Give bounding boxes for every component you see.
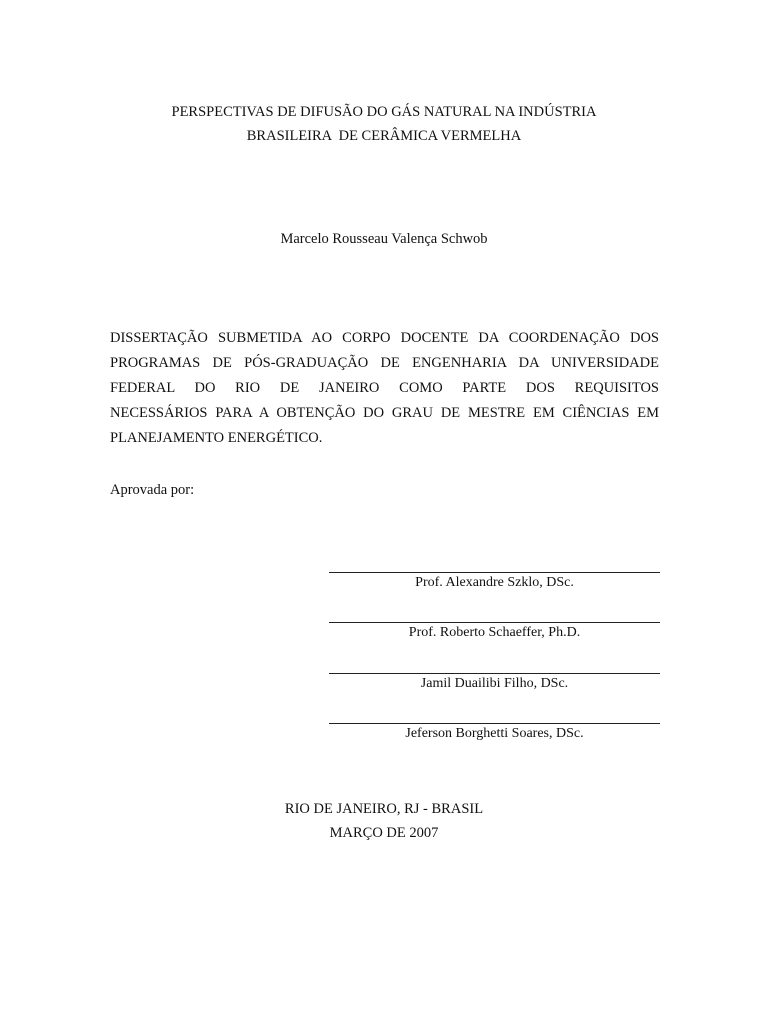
thesis-title-line-2: BRASILEIRA DE CERÂMICA VERMELHA — [246, 128, 522, 144]
committee-member-name: Jamil Duailibi Filho, DSc. — [420, 676, 569, 691]
statement-line-5: PLANEJAMENTO ENERGÉTICO. — [110, 430, 323, 446]
committee-member-name: Jeferson Borghetti Soares, DSc. — [405, 726, 584, 741]
statement-line-1: DISSERTAÇÃO SUBMETIDA AO CORPO DOCENTE DA COORDENAÇÃO DOS — [110, 330, 659, 346]
statement-line-4: NECESSÁRIOS PARA A OBTENÇÃO DO GRAU DE MESTRE EM CIÊNCIAS EM — [110, 405, 659, 421]
thesis-title-line-1: PERSPECTIVAS DE DIFUSÃO DO GÁS NATURAL NA INDÚSTRIA — [171, 104, 597, 120]
signature-block — [329, 723, 660, 744]
date-line: MARÇO DE 2007 — [329, 825, 439, 841]
approved-by-label: Aprovada por: — [110, 482, 195, 498]
committee-member-name: Prof. Roberto Schaeffer, Ph.D. — [408, 625, 581, 640]
committee-member-name: Prof. Alexandre Szklo, DSc. — [415, 575, 574, 590]
signature-block — [329, 673, 660, 694]
statement-line-3: FEDERAL DO RIO DE JANEIRO COMO PARTE DOS REQUISITOS — [110, 380, 659, 396]
statement-line-2: PROGRAMAS DE PÓS-GRADUAÇÃO DE ENGENHARIA DA UNIVERSIDADE — [110, 355, 659, 371]
signature-block — [329, 572, 660, 593]
author-name: Marcelo Rousseau Valença Schwob — [280, 231, 488, 247]
signature-block — [329, 622, 660, 643]
place-line: RIO DE JANEIRO, RJ - BRASIL — [284, 801, 484, 817]
